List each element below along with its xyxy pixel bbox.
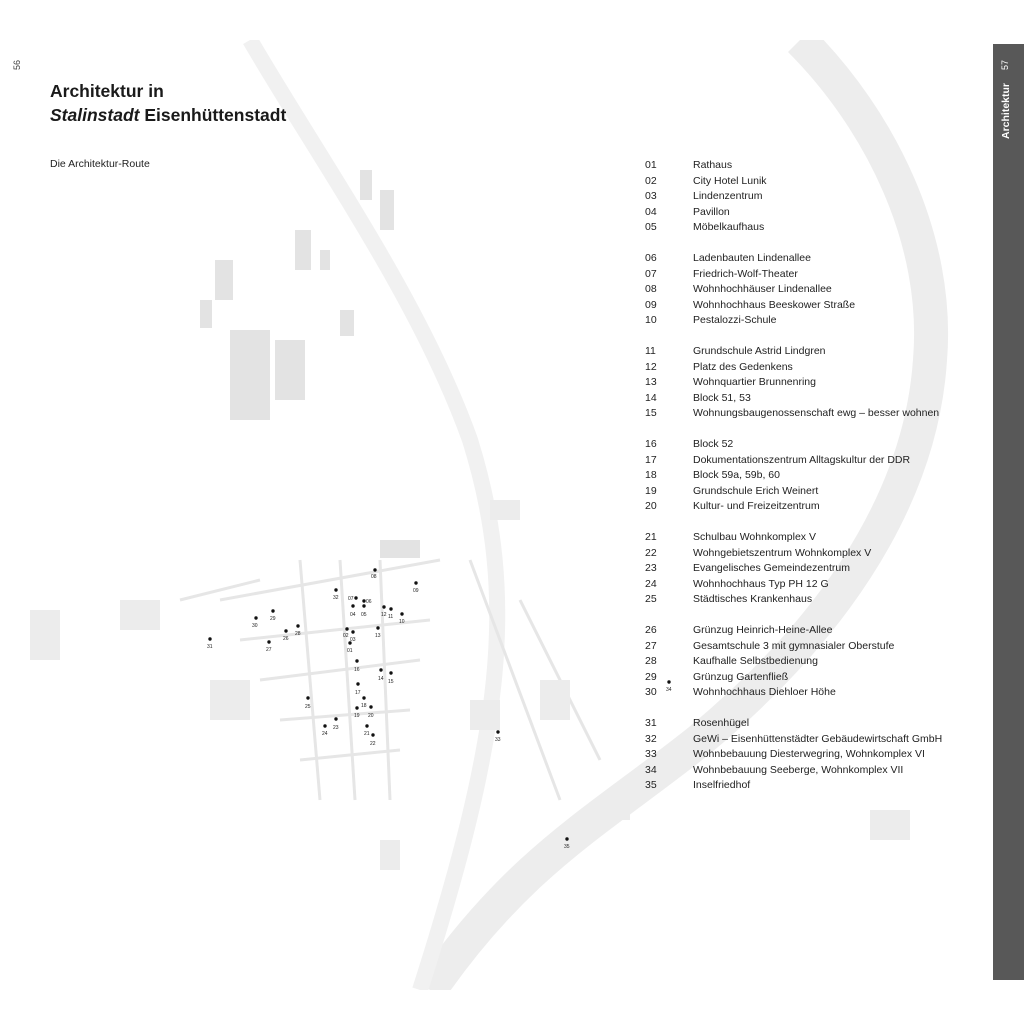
legend-item — [645, 360, 942, 376]
legend-number: 15 — [645, 407, 657, 419]
section-sidebar — [993, 44, 1024, 980]
legend-name: Schulbau Wohnkomplex V — [693, 531, 816, 543]
legend-number: 25 — [645, 593, 657, 605]
map-marker-07 — [348, 596, 358, 602]
svg-text:27: 27 — [266, 647, 272, 653]
legend-name: Grünzug Gartenfließ — [693, 670, 789, 683]
legend-item — [645, 732, 942, 748]
svg-text:29: 29 — [270, 616, 276, 622]
map-marker-31 — [207, 637, 213, 650]
map-marker-29 — [270, 609, 276, 622]
map-marker-16 — [354, 659, 360, 673]
legend-number: 34 — [645, 763, 657, 776]
map-marker-22 — [370, 733, 376, 747]
legend-number: 10 — [645, 314, 657, 326]
svg-text:21: 21 — [364, 731, 370, 737]
legend-name: Wohnbebauung Diesterwegring, Wohnkomplex VI — [693, 748, 925, 760]
legend-name: Wohnquartier Brunnenring — [693, 376, 816, 388]
route-legend — [645, 158, 942, 794]
legend-number: 35 — [645, 779, 657, 791]
map-marker-03 — [350, 630, 356, 643]
legend-name: Rathaus — [693, 159, 733, 171]
legend-item — [645, 561, 942, 577]
legend-name: Grünzug Heinrich-Heine-Allee — [693, 624, 833, 636]
title-line1: Architektur in — [50, 81, 164, 101]
legend-gap — [645, 236, 942, 252]
legend-name: Gesamtschule 3 mit gymnasialer Oberstufe — [693, 639, 895, 652]
legend-item — [645, 251, 942, 267]
legend-item — [645, 546, 942, 562]
legend-number: 27 — [645, 639, 657, 652]
svg-text:08: 08 — [371, 574, 377, 580]
legend-item — [645, 592, 942, 608]
map-marker-13 — [375, 626, 381, 639]
legend-name: Friedrich-Wolf-Theater — [693, 267, 798, 280]
legend-name: Wohnhochhaus Diehloer Höhe — [693, 686, 836, 698]
legend-gap — [645, 701, 942, 717]
legend-number: 19 — [645, 484, 657, 497]
legend-item — [645, 313, 942, 329]
legend-item — [645, 406, 942, 422]
legend-name: Möbelkaufhaus — [693, 221, 765, 233]
legend-item — [645, 577, 942, 593]
legend-number: 16 — [645, 438, 657, 450]
legend-item — [645, 484, 942, 500]
svg-text:12: 12 — [381, 612, 387, 618]
legend-item — [645, 453, 942, 469]
legend-name: Grundschule Astrid Lindgren — [693, 345, 826, 357]
legend-name: Dokumentationszentrum Alltagskultur der DDR — [693, 453, 911, 466]
svg-text:24: 24 — [322, 731, 328, 737]
svg-text:17: 17 — [355, 690, 361, 696]
legend-name: Wohnhochhaus Typ PH 12 G — [693, 577, 829, 590]
legend-number: 20 — [645, 500, 657, 512]
legend-number: 32 — [645, 732, 657, 745]
legend-number: 33 — [645, 748, 657, 760]
legend-name: GeWi – Eisenhüttenstädter Gebäudewirtschaft GmbH — [693, 732, 943, 745]
legend-item — [645, 670, 942, 686]
legend-name: Pavillon — [693, 205, 730, 218]
legend-number: 07 — [645, 267, 657, 280]
map-marker-33 — [495, 730, 501, 743]
legend-name: Grundschule Erich Weinert — [693, 484, 819, 497]
map-marker-21 — [364, 724, 370, 737]
legend-number: 03 — [645, 190, 657, 202]
legend-name: Städtisches Krankenhaus — [693, 593, 813, 605]
canal — [250, 40, 497, 990]
left-page-number: 56 — [12, 59, 22, 70]
legend-name: Ladenbauten Lindenallee — [693, 252, 811, 264]
svg-text:32: 32 — [333, 595, 339, 601]
legend-item — [645, 685, 942, 701]
svg-text:23: 23 — [333, 725, 339, 731]
legend-number: 17 — [645, 453, 657, 466]
svg-text:20: 20 — [368, 713, 374, 719]
legend-gap — [645, 329, 942, 345]
svg-text:02: 02 — [343, 633, 349, 639]
legend-number: 05 — [645, 221, 657, 233]
legend-number: 04 — [645, 205, 657, 218]
map-marker-11 — [388, 607, 393, 620]
legend-item — [645, 174, 942, 190]
map-marker-01 — [347, 641, 353, 654]
right-page-number: 57 — [1000, 59, 1010, 70]
legend-name: Pestalozzi-Schule — [693, 314, 777, 326]
legend-item — [645, 530, 942, 546]
legend-item — [645, 391, 942, 407]
industrial-blocks — [200, 170, 420, 558]
legend-name: Wohngebietszentrum Wohnkomplex V — [693, 546, 872, 559]
legend-number: 01 — [645, 159, 657, 171]
legend-number: 31 — [645, 717, 657, 729]
map-marker-06 — [362, 599, 371, 605]
svg-text:06: 06 — [366, 599, 372, 605]
legend-number: 24 — [645, 577, 657, 590]
map-marker-14 — [378, 668, 384, 682]
map-marker-18 — [361, 696, 367, 709]
legend-number: 12 — [645, 360, 657, 373]
map-marker-17 — [355, 682, 361, 696]
legend-number: 08 — [645, 283, 657, 295]
map-marker-24 — [322, 724, 328, 737]
map-marker-28 — [295, 624, 301, 637]
title-line2 — [50, 103, 286, 127]
legend-name: Platz des Gedenkens — [693, 360, 793, 373]
legend-number: 11 — [645, 345, 656, 357]
legend-name: City Hotel Lunik — [693, 174, 767, 187]
legend-item — [645, 747, 942, 763]
legend-number: 29 — [645, 670, 657, 683]
legend-name: Wohnungsbaugenossenschaft ewg – besser wohnen — [693, 407, 940, 419]
legend-item — [645, 623, 942, 639]
legend-item — [645, 639, 942, 655]
legend-number: 30 — [645, 686, 657, 698]
svg-text:30: 30 — [252, 623, 258, 629]
map-marker-26 — [283, 629, 289, 642]
legend-name: Block 52 — [693, 438, 734, 450]
legend-item — [645, 763, 942, 779]
page-title — [50, 79, 286, 127]
svg-text:10: 10 — [399, 619, 405, 625]
map-marker-30 — [252, 616, 258, 629]
legend-name: Inselfriedhof — [693, 779, 751, 791]
svg-text:15: 15 — [388, 679, 394, 685]
legend-number: 22 — [645, 546, 657, 559]
svg-text:18: 18 — [361, 703, 367, 709]
legend-name: Kaufhalle Selbstbedienung — [693, 655, 818, 667]
legend-number: 14 — [645, 391, 657, 404]
svg-text:03: 03 — [350, 637, 356, 643]
legend-item — [645, 716, 942, 732]
map-marker-27 — [266, 640, 272, 653]
svg-text:33: 33 — [495, 737, 501, 743]
svg-text:01: 01 — [347, 648, 353, 654]
svg-text:13: 13 — [375, 633, 381, 639]
legend-number: 18 — [645, 469, 657, 481]
svg-text:19: 19 — [354, 713, 360, 719]
map-marker-32 — [333, 588, 339, 601]
legend-number: 06 — [645, 252, 657, 264]
svg-text:34: 34 — [666, 687, 672, 693]
legend-number: 09 — [645, 298, 657, 311]
legend-number: 02 — [645, 174, 657, 187]
legend-gap — [645, 515, 942, 531]
map-marker-05 — [361, 604, 367, 618]
legend-item — [645, 468, 942, 484]
legend-name: Lindenzentrum — [693, 190, 763, 202]
legend-gap — [645, 422, 942, 438]
map-marker-20 — [368, 705, 374, 719]
map-marker-23 — [333, 717, 339, 731]
legend-item — [645, 298, 942, 314]
svg-text:04: 04 — [350, 612, 356, 618]
legend-item — [645, 778, 942, 794]
legend-gap — [645, 608, 942, 624]
legend-item — [645, 375, 942, 391]
section-label: Architektur — [1000, 82, 1012, 139]
svg-text:25: 25 — [305, 704, 311, 710]
svg-text:35: 35 — [564, 844, 570, 850]
legend-item — [645, 220, 942, 236]
svg-text:26: 26 — [283, 636, 289, 642]
map-marker-04 — [350, 604, 356, 618]
svg-text:16: 16 — [354, 667, 360, 673]
legend-name: Wohnhochhaus Beeskower Straße — [693, 298, 856, 311]
legend-number: 28 — [645, 655, 657, 667]
map-marker-10 — [399, 612, 405, 625]
legend-name: Rosenhügel — [693, 717, 750, 729]
legend-item — [645, 499, 942, 515]
svg-text:09: 09 — [413, 588, 419, 594]
legend-number: 26 — [645, 624, 657, 636]
legend-number: 13 — [645, 376, 657, 388]
svg-text:07: 07 — [348, 596, 354, 602]
legend-name: Kultur- und Freizeitzentrum — [693, 500, 820, 512]
legend-item — [645, 437, 942, 453]
legend-name: Block 59a, 59b, 60 — [693, 469, 780, 481]
title-italic: Stalinstadt — [50, 105, 140, 125]
legend-number: 21 — [645, 531, 657, 543]
legend-name: Evangelisches Gemeindezentrum — [693, 562, 850, 574]
legend-item — [645, 158, 942, 174]
legend-item — [645, 282, 942, 298]
map-marker-09 — [413, 581, 419, 594]
legend-name: Wohnhochhäuser Lindenallee — [693, 283, 832, 295]
page-subtitle: Die Architektur-Route — [50, 158, 150, 170]
svg-text:11: 11 — [388, 614, 394, 620]
legend-name: Wohnbebauung Seeberge, Wohnkomplex VII — [693, 763, 904, 776]
svg-text:28: 28 — [295, 631, 301, 637]
svg-text:22: 22 — [370, 741, 376, 747]
legend-item — [645, 205, 942, 221]
svg-text:05: 05 — [361, 612, 367, 618]
map-marker-08 — [371, 568, 377, 580]
title-rest: Eisenhüttenstadt — [139, 105, 287, 125]
legend-item — [645, 654, 942, 670]
legend-item — [645, 267, 942, 283]
svg-text:14: 14 — [378, 676, 384, 682]
svg-text:31: 31 — [207, 644, 213, 650]
legend-number: 23 — [645, 562, 657, 574]
map-marker-25 — [305, 696, 311, 710]
legend-name: Block 51, 53 — [693, 391, 751, 404]
map-marker-15 — [388, 671, 394, 685]
legend-item — [645, 344, 942, 360]
map-marker-19 — [354, 706, 360, 719]
legend-item — [645, 189, 942, 205]
